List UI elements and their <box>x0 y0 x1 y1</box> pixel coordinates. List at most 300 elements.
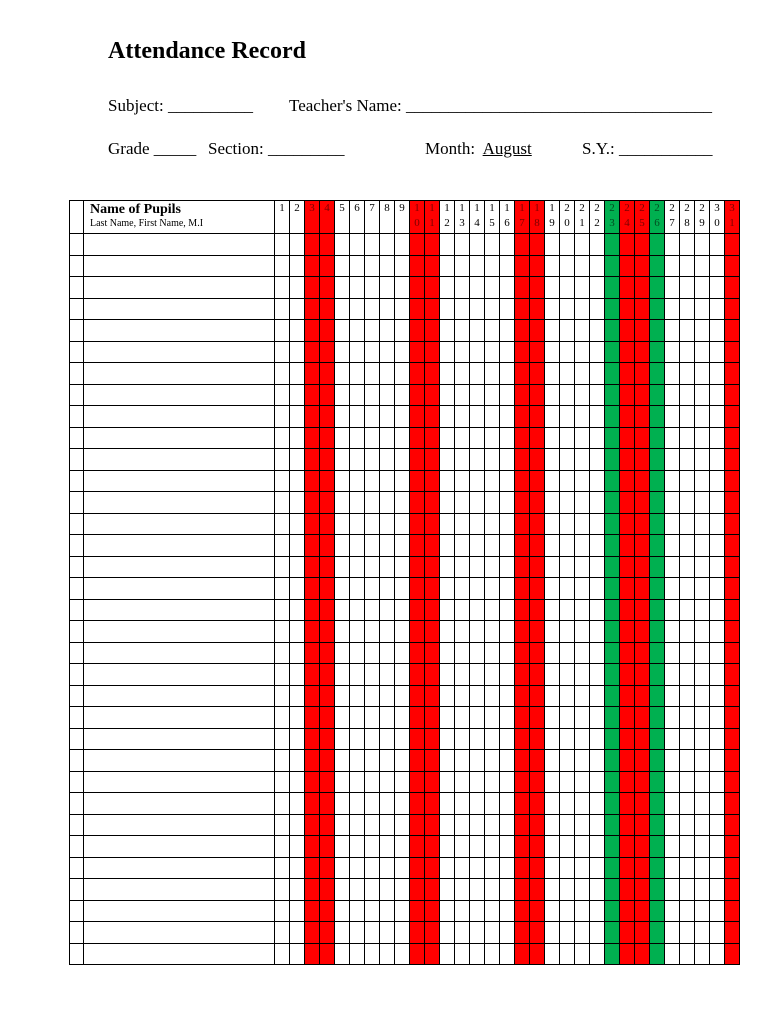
attendance-cell[interactable] <box>710 406 725 428</box>
attendance-cell[interactable] <box>710 900 725 922</box>
attendance-cell[interactable] <box>500 449 515 471</box>
attendance-cell[interactable] <box>335 449 350 471</box>
attendance-cell[interactable] <box>380 814 395 836</box>
attendance-cell[interactable] <box>365 900 380 922</box>
attendance-cell[interactable] <box>620 685 635 707</box>
attendance-cell[interactable] <box>305 320 320 342</box>
attendance-cell[interactable] <box>305 556 320 578</box>
attendance-cell[interactable] <box>365 298 380 320</box>
attendance-cell[interactable] <box>515 943 530 965</box>
attendance-cell[interactable] <box>515 771 530 793</box>
attendance-cell[interactable] <box>695 793 710 815</box>
pupil-name-cell[interactable] <box>84 943 275 965</box>
attendance-cell[interactable] <box>320 513 335 535</box>
attendance-cell[interactable] <box>410 535 425 557</box>
attendance-cell[interactable] <box>410 556 425 578</box>
attendance-cell[interactable] <box>620 298 635 320</box>
attendance-cell[interactable] <box>695 427 710 449</box>
attendance-cell[interactable] <box>560 793 575 815</box>
attendance-cell[interactable] <box>305 363 320 385</box>
attendance-cell[interactable] <box>680 943 695 965</box>
attendance-cell[interactable] <box>590 750 605 772</box>
attendance-cell[interactable] <box>680 341 695 363</box>
attendance-cell[interactable] <box>335 943 350 965</box>
pupil-name-cell[interactable] <box>84 922 275 944</box>
attendance-cell[interactable] <box>605 621 620 643</box>
attendance-cell[interactable] <box>305 685 320 707</box>
attendance-cell[interactable] <box>500 320 515 342</box>
attendance-cell[interactable] <box>365 470 380 492</box>
attendance-cell[interactable] <box>515 255 530 277</box>
attendance-cell[interactable] <box>395 685 410 707</box>
attendance-cell[interactable] <box>695 621 710 643</box>
attendance-cell[interactable] <box>395 922 410 944</box>
attendance-cell[interactable] <box>635 814 650 836</box>
attendance-cell[interactable] <box>470 728 485 750</box>
attendance-cell[interactable] <box>395 492 410 514</box>
attendance-cell[interactable] <box>710 320 725 342</box>
attendance-cell[interactable] <box>515 836 530 858</box>
attendance-cell[interactable] <box>290 427 305 449</box>
attendance-cell[interactable] <box>470 406 485 428</box>
attendance-cell[interactable] <box>515 922 530 944</box>
pupil-name-cell[interactable] <box>84 857 275 879</box>
attendance-cell[interactable] <box>665 857 680 879</box>
attendance-cell[interactable] <box>695 578 710 600</box>
attendance-cell[interactable] <box>695 836 710 858</box>
attendance-cell[interactable] <box>725 535 740 557</box>
attendance-cell[interactable] <box>425 771 440 793</box>
attendance-cell[interactable] <box>425 341 440 363</box>
attendance-cell[interactable] <box>470 535 485 557</box>
attendance-cell[interactable] <box>590 771 605 793</box>
attendance-cell[interactable] <box>725 642 740 664</box>
attendance-cell[interactable] <box>380 943 395 965</box>
attendance-cell[interactable] <box>560 384 575 406</box>
attendance-cell[interactable] <box>350 449 365 471</box>
attendance-cell[interactable] <box>500 535 515 557</box>
attendance-cell[interactable] <box>605 277 620 299</box>
attendance-cell[interactable] <box>470 492 485 514</box>
attendance-cell[interactable] <box>545 879 560 901</box>
attendance-cell[interactable] <box>680 814 695 836</box>
attendance-cell[interactable] <box>725 814 740 836</box>
attendance-cell[interactable] <box>605 922 620 944</box>
attendance-cell[interactable] <box>650 406 665 428</box>
attendance-cell[interactable] <box>665 771 680 793</box>
attendance-cell[interactable] <box>365 857 380 879</box>
attendance-cell[interactable] <box>515 879 530 901</box>
attendance-cell[interactable] <box>290 642 305 664</box>
attendance-cell[interactable] <box>710 449 725 471</box>
attendance-cell[interactable] <box>530 771 545 793</box>
attendance-cell[interactable] <box>575 406 590 428</box>
attendance-cell[interactable] <box>590 363 605 385</box>
attendance-cell[interactable] <box>650 836 665 858</box>
attendance-cell[interactable] <box>380 363 395 385</box>
attendance-cell[interactable] <box>500 384 515 406</box>
attendance-cell[interactable] <box>275 556 290 578</box>
attendance-cell[interactable] <box>665 578 680 600</box>
attendance-cell[interactable] <box>620 664 635 686</box>
attendance-cell[interactable] <box>305 492 320 514</box>
attendance-cell[interactable] <box>710 707 725 729</box>
attendance-cell[interactable] <box>635 427 650 449</box>
attendance-cell[interactable] <box>725 384 740 406</box>
attendance-cell[interactable] <box>380 750 395 772</box>
attendance-cell[interactable] <box>365 535 380 557</box>
attendance-cell[interactable] <box>485 234 500 256</box>
attendance-cell[interactable] <box>440 449 455 471</box>
attendance-cell[interactable] <box>530 836 545 858</box>
attendance-cell[interactable] <box>650 384 665 406</box>
attendance-cell[interactable] <box>335 857 350 879</box>
attendance-cell[interactable] <box>500 298 515 320</box>
attendance-cell[interactable] <box>275 341 290 363</box>
attendance-cell[interactable] <box>335 556 350 578</box>
attendance-cell[interactable] <box>710 857 725 879</box>
attendance-cell[interactable] <box>725 255 740 277</box>
attendance-cell[interactable] <box>410 621 425 643</box>
attendance-cell[interactable] <box>680 384 695 406</box>
attendance-cell[interactable] <box>500 922 515 944</box>
attendance-cell[interactable] <box>290 814 305 836</box>
attendance-cell[interactable] <box>335 900 350 922</box>
attendance-cell[interactable] <box>650 234 665 256</box>
attendance-cell[interactable] <box>485 642 500 664</box>
attendance-cell[interactable] <box>650 642 665 664</box>
attendance-cell[interactable] <box>545 578 560 600</box>
attendance-cell[interactable] <box>320 470 335 492</box>
attendance-cell[interactable] <box>365 492 380 514</box>
attendance-cell[interactable] <box>380 556 395 578</box>
attendance-cell[interactable] <box>620 879 635 901</box>
attendance-cell[interactable] <box>485 707 500 729</box>
attendance-cell[interactable] <box>380 728 395 750</box>
attendance-cell[interactable] <box>680 535 695 557</box>
attendance-cell[interactable] <box>620 255 635 277</box>
attendance-cell[interactable] <box>335 599 350 621</box>
attendance-cell[interactable] <box>410 449 425 471</box>
attendance-cell[interactable] <box>665 943 680 965</box>
attendance-cell[interactable] <box>455 685 470 707</box>
attendance-cell[interactable] <box>695 750 710 772</box>
attendance-cell[interactable] <box>380 857 395 879</box>
attendance-cell[interactable] <box>545 599 560 621</box>
attendance-cell[interactable] <box>500 857 515 879</box>
attendance-cell[interactable] <box>335 384 350 406</box>
attendance-cell[interactable] <box>440 298 455 320</box>
attendance-cell[interactable] <box>590 707 605 729</box>
attendance-cell[interactable] <box>560 492 575 514</box>
attendance-cell[interactable] <box>305 771 320 793</box>
attendance-cell[interactable] <box>395 599 410 621</box>
attendance-cell[interactable] <box>575 707 590 729</box>
attendance-cell[interactable] <box>275 320 290 342</box>
attendance-cell[interactable] <box>335 298 350 320</box>
pupil-name-cell[interactable] <box>84 836 275 858</box>
attendance-cell[interactable] <box>635 857 650 879</box>
attendance-cell[interactable] <box>650 277 665 299</box>
attendance-cell[interactable] <box>680 664 695 686</box>
attendance-cell[interactable] <box>470 384 485 406</box>
attendance-cell[interactable] <box>350 277 365 299</box>
attendance-cell[interactable] <box>635 750 650 772</box>
attendance-cell[interactable] <box>680 750 695 772</box>
attendance-cell[interactable] <box>275 685 290 707</box>
attendance-cell[interactable] <box>500 492 515 514</box>
pupil-name-cell[interactable] <box>84 320 275 342</box>
attendance-cell[interactable] <box>395 943 410 965</box>
attendance-cell[interactable] <box>650 599 665 621</box>
attendance-cell[interactable] <box>335 922 350 944</box>
attendance-cell[interactable] <box>695 449 710 471</box>
attendance-cell[interactable] <box>590 621 605 643</box>
attendance-cell[interactable] <box>350 900 365 922</box>
attendance-cell[interactable] <box>485 857 500 879</box>
attendance-cell[interactable] <box>365 234 380 256</box>
attendance-cell[interactable] <box>515 685 530 707</box>
attendance-cell[interactable] <box>515 642 530 664</box>
pupil-name-cell[interactable] <box>84 535 275 557</box>
attendance-cell[interactable] <box>395 363 410 385</box>
attendance-cell[interactable] <box>380 535 395 557</box>
attendance-cell[interactable] <box>380 664 395 686</box>
attendance-cell[interactable] <box>575 900 590 922</box>
attendance-cell[interactable] <box>275 449 290 471</box>
attendance-cell[interactable] <box>320 879 335 901</box>
attendance-cell[interactable] <box>635 836 650 858</box>
attendance-cell[interactable] <box>530 793 545 815</box>
attendance-cell[interactable] <box>350 642 365 664</box>
attendance-cell[interactable] <box>710 750 725 772</box>
attendance-cell[interactable] <box>575 513 590 535</box>
attendance-cell[interactable] <box>605 836 620 858</box>
attendance-cell[interactable] <box>545 750 560 772</box>
attendance-cell[interactable] <box>710 492 725 514</box>
attendance-cell[interactable] <box>590 857 605 879</box>
attendance-cell[interactable] <box>290 728 305 750</box>
attendance-cell[interactable] <box>290 535 305 557</box>
attendance-cell[interactable] <box>665 320 680 342</box>
attendance-cell[interactable] <box>320 578 335 600</box>
attendance-cell[interactable] <box>515 470 530 492</box>
pupil-name-cell[interactable] <box>84 771 275 793</box>
attendance-cell[interactable] <box>725 320 740 342</box>
attendance-cell[interactable] <box>605 707 620 729</box>
pupil-name-cell[interactable] <box>84 255 275 277</box>
attendance-cell[interactable] <box>305 513 320 535</box>
attendance-cell[interactable] <box>725 771 740 793</box>
attendance-cell[interactable] <box>350 535 365 557</box>
attendance-cell[interactable] <box>440 277 455 299</box>
attendance-cell[interactable] <box>650 943 665 965</box>
attendance-cell[interactable] <box>545 492 560 514</box>
attendance-cell[interactable] <box>635 320 650 342</box>
attendance-cell[interactable] <box>530 298 545 320</box>
attendance-cell[interactable] <box>410 384 425 406</box>
attendance-cell[interactable] <box>635 707 650 729</box>
attendance-cell[interactable] <box>365 513 380 535</box>
attendance-cell[interactable] <box>695 384 710 406</box>
attendance-cell[interactable] <box>275 750 290 772</box>
attendance-cell[interactable] <box>515 793 530 815</box>
attendance-cell[interactable] <box>365 814 380 836</box>
attendance-cell[interactable] <box>395 707 410 729</box>
attendance-cell[interactable] <box>335 836 350 858</box>
attendance-cell[interactable] <box>620 556 635 578</box>
attendance-cell[interactable] <box>320 449 335 471</box>
attendance-cell[interactable] <box>560 320 575 342</box>
attendance-cell[interactable] <box>350 814 365 836</box>
attendance-cell[interactable] <box>665 406 680 428</box>
attendance-cell[interactable] <box>710 943 725 965</box>
attendance-cell[interactable] <box>425 707 440 729</box>
attendance-cell[interactable] <box>590 406 605 428</box>
attendance-cell[interactable] <box>575 728 590 750</box>
attendance-cell[interactable] <box>335 685 350 707</box>
attendance-cell[interactable] <box>650 298 665 320</box>
attendance-cell[interactable] <box>425 384 440 406</box>
attendance-cell[interactable] <box>290 363 305 385</box>
attendance-cell[interactable] <box>620 621 635 643</box>
attendance-cell[interactable] <box>590 513 605 535</box>
attendance-cell[interactable] <box>410 793 425 815</box>
attendance-cell[interactable] <box>410 728 425 750</box>
attendance-cell[interactable] <box>290 793 305 815</box>
attendance-cell[interactable] <box>695 320 710 342</box>
attendance-cell[interactable] <box>320 621 335 643</box>
attendance-cell[interactable] <box>695 255 710 277</box>
attendance-cell[interactable] <box>395 578 410 600</box>
attendance-cell[interactable] <box>335 492 350 514</box>
attendance-cell[interactable] <box>500 750 515 772</box>
attendance-cell[interactable] <box>305 277 320 299</box>
attendance-cell[interactable] <box>620 943 635 965</box>
attendance-cell[interactable] <box>710 922 725 944</box>
attendance-cell[interactable] <box>275 234 290 256</box>
attendance-cell[interactable] <box>620 857 635 879</box>
attendance-cell[interactable] <box>500 277 515 299</box>
attendance-cell[interactable] <box>575 298 590 320</box>
attendance-cell[interactable] <box>650 578 665 600</box>
attendance-cell[interactable] <box>425 879 440 901</box>
attendance-cell[interactable] <box>320 341 335 363</box>
attendance-cell[interactable] <box>650 707 665 729</box>
attendance-cell[interactable] <box>440 857 455 879</box>
attendance-cell[interactable] <box>530 320 545 342</box>
attendance-cell[interactable] <box>605 750 620 772</box>
attendance-cell[interactable] <box>320 255 335 277</box>
attendance-cell[interactable] <box>545 814 560 836</box>
attendance-cell[interactable] <box>680 277 695 299</box>
attendance-cell[interactable] <box>545 728 560 750</box>
attendance-cell[interactable] <box>725 750 740 772</box>
attendance-cell[interactable] <box>485 384 500 406</box>
attendance-cell[interactable] <box>695 492 710 514</box>
attendance-cell[interactable] <box>470 234 485 256</box>
attendance-cell[interactable] <box>425 750 440 772</box>
attendance-cell[interactable] <box>320 728 335 750</box>
attendance-cell[interactable] <box>545 406 560 428</box>
attendance-cell[interactable] <box>290 621 305 643</box>
attendance-cell[interactable] <box>320 836 335 858</box>
attendance-cell[interactable] <box>305 900 320 922</box>
attendance-cell[interactable] <box>530 664 545 686</box>
attendance-cell[interactable] <box>590 449 605 471</box>
attendance-cell[interactable] <box>365 556 380 578</box>
attendance-cell[interactable] <box>365 427 380 449</box>
attendance-cell[interactable] <box>305 599 320 621</box>
attendance-cell[interactable] <box>410 750 425 772</box>
attendance-cell[interactable] <box>335 234 350 256</box>
attendance-cell[interactable] <box>485 599 500 621</box>
attendance-cell[interactable] <box>635 599 650 621</box>
attendance-cell[interactable] <box>695 535 710 557</box>
attendance-cell[interactable] <box>410 943 425 965</box>
attendance-cell[interactable] <box>590 255 605 277</box>
attendance-cell[interactable] <box>290 599 305 621</box>
pupil-name-cell[interactable] <box>84 556 275 578</box>
attendance-cell[interactable] <box>380 320 395 342</box>
attendance-cell[interactable] <box>455 341 470 363</box>
attendance-cell[interactable] <box>680 922 695 944</box>
attendance-cell[interactable] <box>725 578 740 600</box>
attendance-cell[interactable] <box>365 578 380 600</box>
attendance-cell[interactable] <box>395 879 410 901</box>
attendance-cell[interactable] <box>575 771 590 793</box>
attendance-cell[interactable] <box>275 642 290 664</box>
attendance-cell[interactable] <box>725 234 740 256</box>
attendance-cell[interactable] <box>365 363 380 385</box>
attendance-cell[interactable] <box>590 642 605 664</box>
attendance-cell[interactable] <box>350 492 365 514</box>
pupil-name-cell[interactable] <box>84 685 275 707</box>
attendance-cell[interactable] <box>320 406 335 428</box>
attendance-cell[interactable] <box>710 427 725 449</box>
attendance-cell[interactable] <box>410 836 425 858</box>
attendance-cell[interactable] <box>725 492 740 514</box>
attendance-cell[interactable] <box>530 470 545 492</box>
attendance-cell[interactable] <box>515 599 530 621</box>
attendance-cell[interactable] <box>425 857 440 879</box>
attendance-cell[interactable] <box>725 470 740 492</box>
attendance-cell[interactable] <box>620 492 635 514</box>
attendance-cell[interactable] <box>455 750 470 772</box>
attendance-cell[interactable] <box>530 406 545 428</box>
attendance-cell[interactable] <box>380 793 395 815</box>
attendance-cell[interactable] <box>305 427 320 449</box>
attendance-cell[interactable] <box>710 341 725 363</box>
attendance-cell[interactable] <box>335 664 350 686</box>
attendance-cell[interactable] <box>395 298 410 320</box>
attendance-cell[interactable] <box>575 578 590 600</box>
attendance-cell[interactable] <box>605 234 620 256</box>
attendance-cell[interactable] <box>425 277 440 299</box>
attendance-cell[interactable] <box>470 879 485 901</box>
pupil-name-cell[interactable] <box>84 449 275 471</box>
attendance-cell[interactable] <box>350 836 365 858</box>
attendance-cell[interactable] <box>410 298 425 320</box>
attendance-cell[interactable] <box>575 427 590 449</box>
attendance-cell[interactable] <box>710 685 725 707</box>
attendance-cell[interactable] <box>545 427 560 449</box>
attendance-cell[interactable] <box>320 427 335 449</box>
attendance-cell[interactable] <box>410 685 425 707</box>
attendance-cell[interactable] <box>680 728 695 750</box>
attendance-cell[interactable] <box>680 642 695 664</box>
attendance-cell[interactable] <box>710 836 725 858</box>
